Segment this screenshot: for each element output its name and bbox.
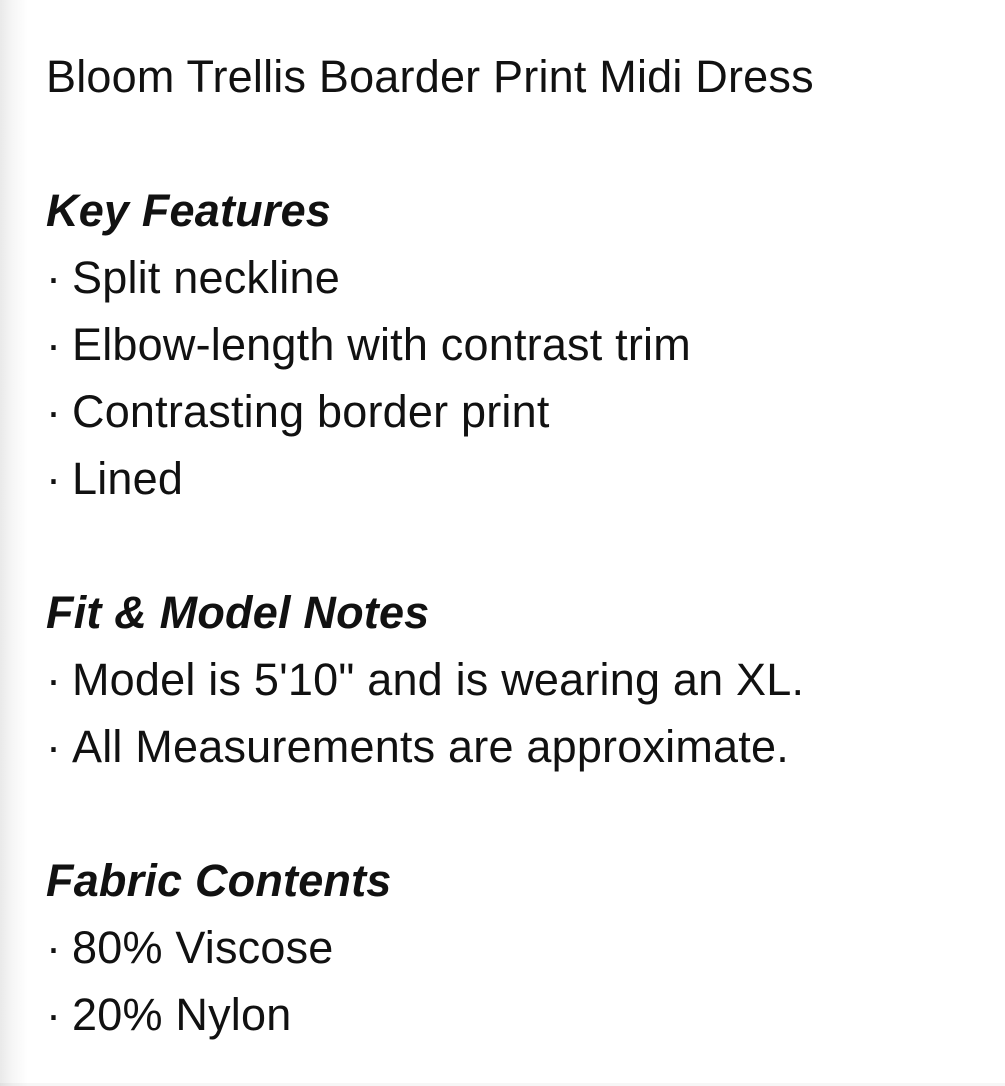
- bullet-marker: ·: [46, 922, 62, 973]
- section-key-features: [46, 177, 971, 512]
- product-title: Bloom Trellis Boarder Print Midi Dress: [46, 51, 814, 102]
- list-item-text: Split neckline: [72, 252, 340, 303]
- section-fabric-contents: [46, 847, 971, 1048]
- list-item: [46, 914, 971, 981]
- product-description: [46, 43, 971, 1048]
- left-edge-shadow: [0, 0, 28, 1086]
- bullet-marker: ·: [46, 319, 62, 370]
- fabric-contents-list: [46, 914, 971, 1048]
- list-item-text: Contrasting border print: [72, 386, 550, 437]
- bullet-marker: ·: [46, 989, 62, 1040]
- key-features-list: [46, 244, 971, 512]
- list-item-text: Model is 5'10" and is wearing an XL.: [72, 654, 805, 705]
- key-features-heading: Key Features: [46, 185, 332, 236]
- bullet-marker: ·: [46, 654, 62, 705]
- section-fit-model-notes: [46, 579, 971, 780]
- list-item: [46, 445, 971, 512]
- list-item-text: All Measurements are approximate.: [72, 721, 789, 772]
- bullet-marker: ·: [46, 252, 62, 303]
- list-item-text: Elbow-length with contrast trim: [72, 319, 691, 370]
- bullet-marker: ·: [46, 386, 62, 437]
- list-item: [46, 646, 971, 713]
- fabric-contents-heading: Fabric Contents: [46, 855, 392, 906]
- list-item: [46, 378, 971, 445]
- fit-model-notes-heading: Fit & Model Notes: [46, 587, 430, 638]
- list-item: [46, 311, 971, 378]
- list-item-text: Lined: [72, 453, 184, 504]
- fit-model-notes-list: [46, 646, 971, 780]
- list-item-text: 80% Viscose: [72, 922, 334, 973]
- list-item: [46, 244, 971, 311]
- list-item: [46, 713, 971, 780]
- bullet-marker: ·: [46, 721, 62, 772]
- list-item-text: 20% Nylon: [72, 989, 292, 1040]
- list-item: [46, 981, 971, 1048]
- bullet-marker: ·: [46, 453, 62, 504]
